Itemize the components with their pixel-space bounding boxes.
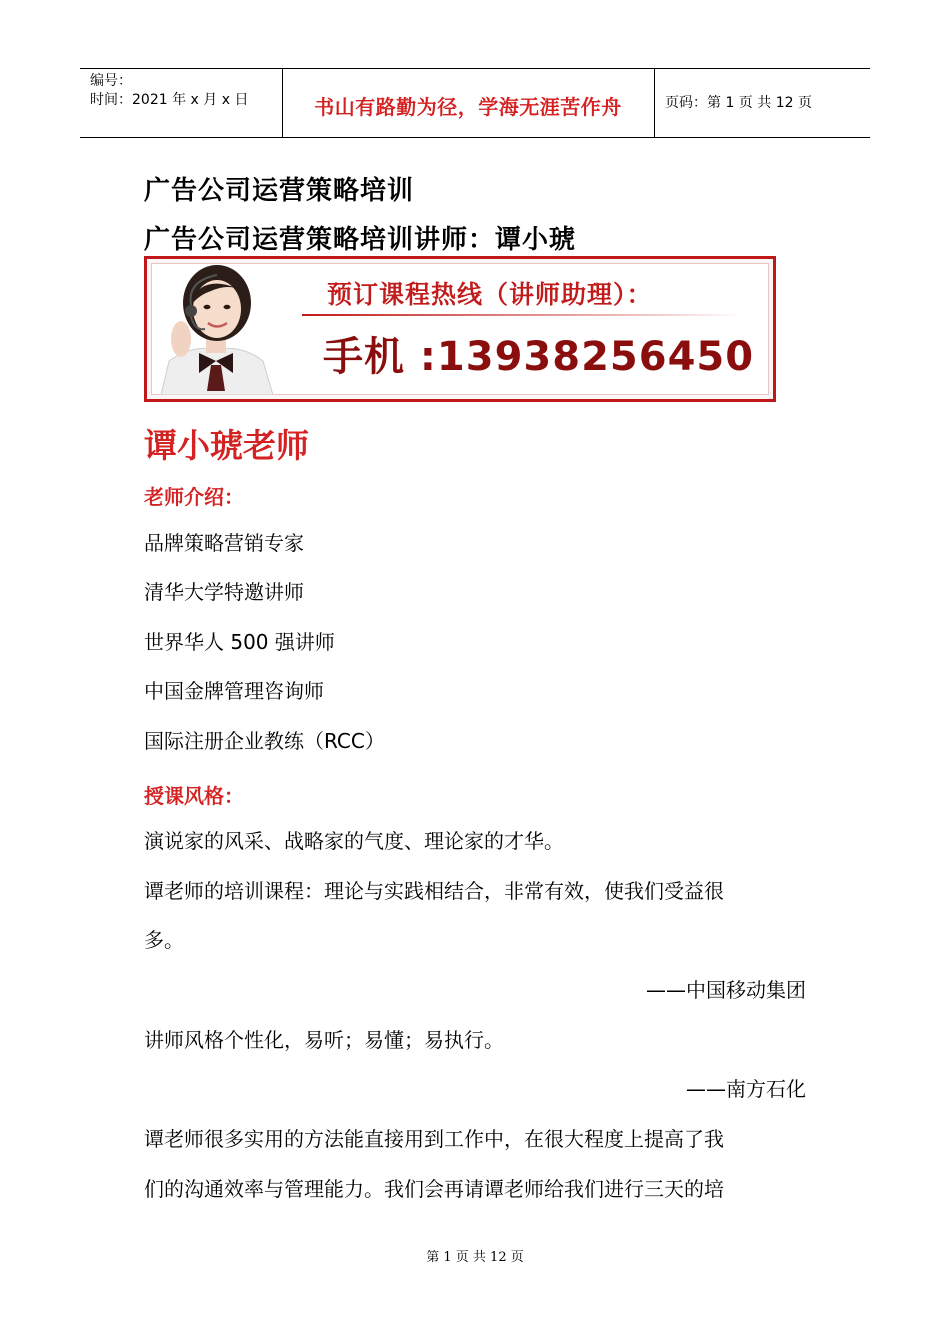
- intro-item: 世界华人 500 强讲师: [144, 630, 335, 654]
- style-section-label: 授课风格：: [144, 784, 244, 808]
- page-footer: 第 1 页 共 12 页: [426, 1250, 524, 1265]
- doc-time-label: 时间：2021 年 x 月 x 日: [90, 92, 249, 108]
- review-text: 们的沟通效率与管理能力。我们会再请谭老师给我们进行三天的培: [144, 1177, 724, 1201]
- teacher-name-heading: 谭小琥老师: [144, 426, 309, 465]
- review-text: 多。: [144, 928, 184, 952]
- intro-item: 国际注册企业教练（RCC）: [144, 729, 385, 753]
- header-motto: 书山有路勤为径，学海无涯苦作舟: [314, 95, 622, 119]
- header-meta-cell: [80, 69, 283, 137]
- intro-item: 品牌策略营销专家: [144, 531, 304, 555]
- review-source: ——南方石化: [686, 1077, 806, 1101]
- review-text: 谭老师的培训课程：理论与实践相结合，非常有效，使我们受益很: [144, 879, 724, 903]
- banner-phone: 手机 :13938256450: [323, 334, 755, 380]
- review-text: 讲师风格个性化，易听；易懂；易执行。: [144, 1028, 504, 1052]
- intro-section-label: 老师介绍：: [144, 485, 244, 509]
- doc-title: 广告公司运营策略培训: [144, 176, 415, 206]
- assistant-avatar: [151, 261, 281, 395]
- page-header: [80, 68, 870, 138]
- header-page-info: 页码：第 1 页 共 12 页: [665, 95, 812, 111]
- intro-item: 清华大学特邀讲师: [144, 580, 304, 604]
- banner-divider: [302, 314, 742, 316]
- contact-banner: [144, 256, 776, 402]
- style-text: 演说家的风采、战略家的气度、理论家的才华。: [144, 829, 564, 853]
- assistant-avatar-image: [151, 261, 281, 395]
- review-source: ——中国移动集团: [646, 978, 806, 1002]
- header-motto-cell: [282, 69, 655, 137]
- doc-number-label: 编号：: [90, 73, 132, 89]
- header-page-cell: [655, 69, 870, 137]
- review-text: 谭老师很多实用的方法能直接用到工作中，在很大程度上提高了我: [144, 1127, 724, 1151]
- banner-hotline: 预订课程热线（讲师助理）：: [327, 280, 653, 309]
- intro-item: 中国金牌管理咨询师: [144, 679, 324, 703]
- doc-subtitle: 广告公司运营策略培训讲师：谭小琥: [144, 225, 577, 255]
